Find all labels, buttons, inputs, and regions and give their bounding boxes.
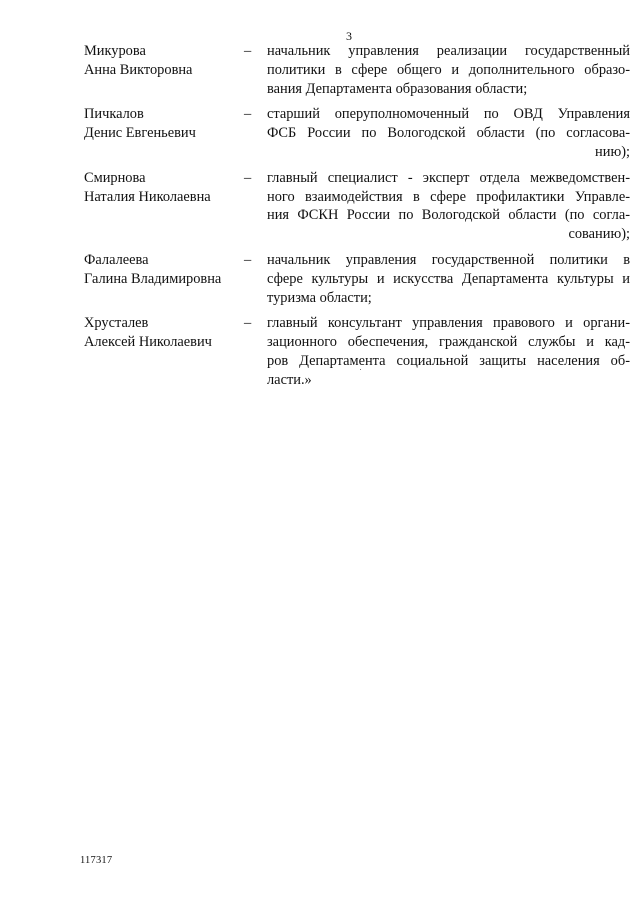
member-surname: Смирнова bbox=[84, 169, 146, 186]
member-name bbox=[84, 105, 244, 143]
position-line: политики в сфере общего и дополнительного образо- bbox=[267, 61, 630, 78]
position-line: нию); bbox=[595, 143, 630, 160]
position-line: туризма области; bbox=[267, 289, 372, 306]
member-entry bbox=[84, 169, 630, 244]
separator-dash: – bbox=[244, 106, 252, 123]
member-position bbox=[267, 42, 630, 98]
position-line: старший оперуполномоченный по ОВД Управления bbox=[267, 106, 630, 123]
document-code: 117317 bbox=[80, 855, 113, 866]
separator-dash: – bbox=[244, 251, 252, 268]
position-line: ров Департамента социальной защиты населения об- bbox=[267, 352, 630, 369]
member-position bbox=[267, 314, 630, 389]
position-line: начальник управления реализации государственный bbox=[267, 43, 630, 59]
position-line: сфере культуры и искусства Департамента культуры и bbox=[267, 270, 630, 287]
member-entry bbox=[84, 251, 630, 307]
member-list bbox=[84, 42, 630, 397]
member-name bbox=[84, 314, 244, 352]
member-given-names: Денис Евгеньевич bbox=[84, 125, 196, 142]
member-entry bbox=[84, 314, 630, 389]
member-surname: Пичкалов bbox=[84, 106, 144, 123]
member-name bbox=[84, 169, 244, 207]
member-name bbox=[84, 42, 244, 80]
member-position bbox=[267, 105, 630, 161]
member-surname: Фалалеева bbox=[84, 251, 149, 268]
position-line: начальник управления государственной политики в bbox=[267, 251, 630, 268]
position-line: вания Департамента образования области; bbox=[267, 80, 528, 97]
member-given-names: Алексей Николаевич bbox=[84, 334, 212, 351]
member-name bbox=[84, 251, 244, 289]
member-surname: Хрусталев bbox=[84, 315, 149, 332]
position-line: главный специалист - эксперт отдела межведомствен- bbox=[267, 169, 630, 186]
position-line: ного взаимодействия в сфере профилактики Управле- bbox=[267, 188, 630, 205]
member-position bbox=[267, 169, 630, 244]
member-given-names: Анна Викторовна bbox=[84, 61, 193, 78]
position-line: ФСБ России по Вологодской области (по согласова- bbox=[267, 125, 630, 142]
position-line: сованию); bbox=[568, 226, 630, 243]
scan-speck bbox=[360, 369, 361, 370]
separator-dash: – bbox=[244, 169, 252, 186]
separator-dash: – bbox=[244, 315, 252, 332]
member-surname: Микурова bbox=[84, 43, 146, 59]
separator-dash: – bbox=[244, 43, 252, 59]
member-entry bbox=[84, 105, 630, 161]
position-line: зационного обеспечения, гражданской службы и кад- bbox=[267, 334, 630, 351]
position-line: ния ФСКН России по Вологодской области (по согла- bbox=[267, 207, 630, 224]
position-line: главный консультант управления правового и органи- bbox=[267, 315, 630, 332]
member-given-names: Галина Владимировна bbox=[84, 270, 222, 287]
member-given-names: Наталия Николаевна bbox=[84, 188, 211, 205]
member-position bbox=[267, 251, 630, 307]
page-number: 3 bbox=[346, 29, 352, 43]
member-entry bbox=[84, 42, 630, 98]
position-line: ласти.» bbox=[267, 371, 312, 388]
